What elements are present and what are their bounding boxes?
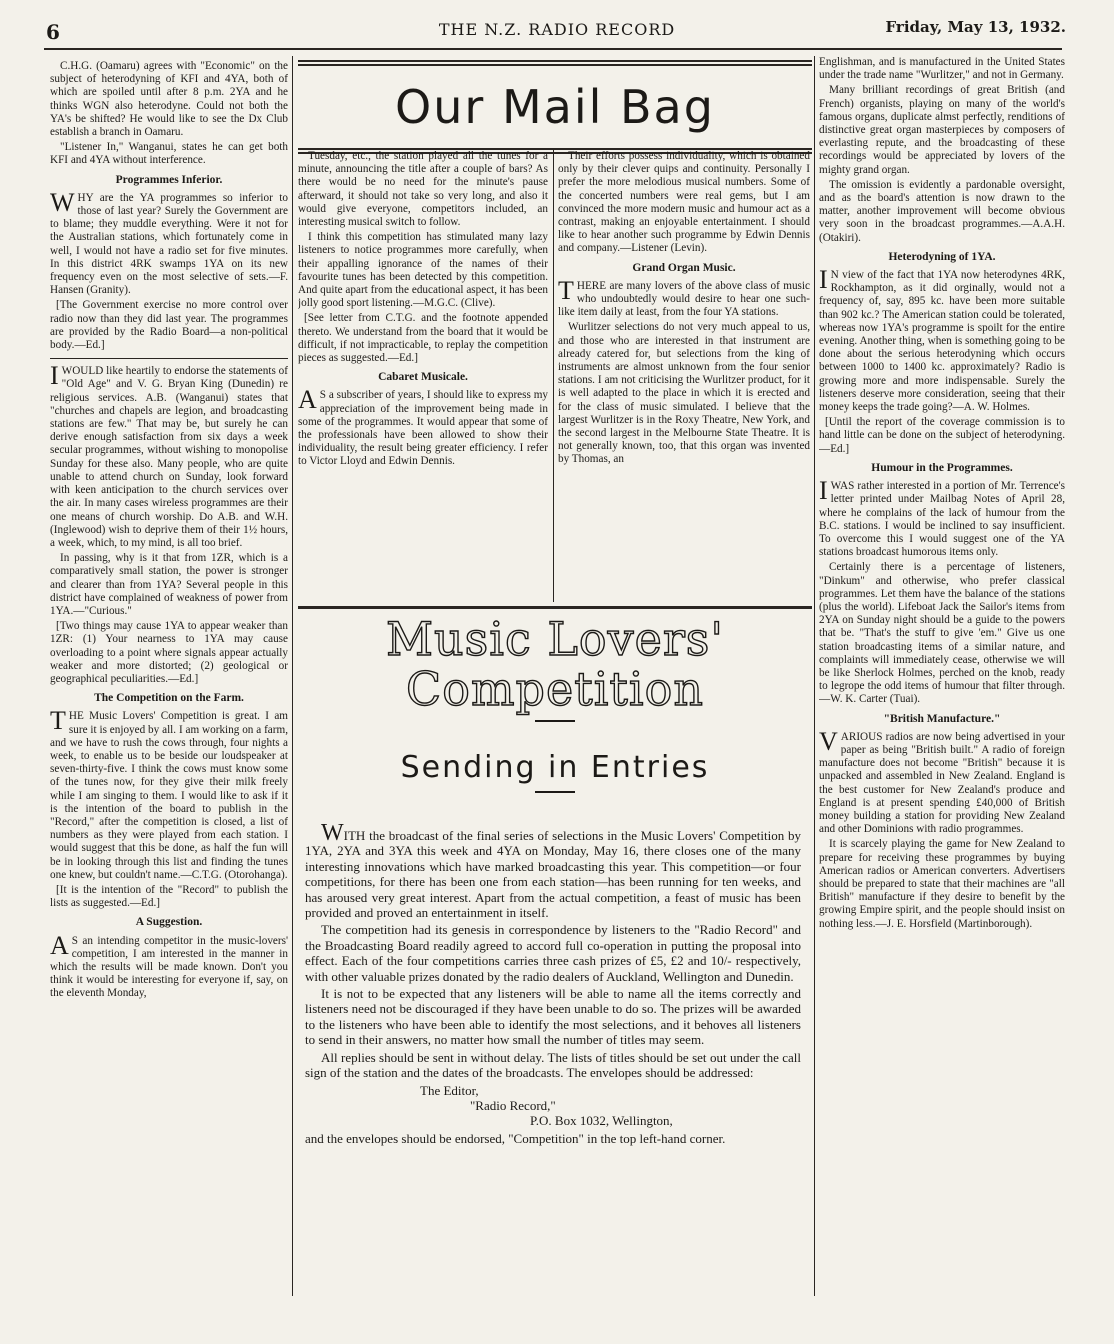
letter-paragraph: The omission is evidently a pardonable oversight, and as the board's attention is now drawn to the matter, another improvement will become obvious very soon in the broadcast programmes.—A.A.H. (Otakiri). bbox=[819, 178, 1065, 244]
letter-paragraph: IWAS rather interested in a portion of Mr. Terrence's letter printed under Mailbag Notes of April 28, where he complains of the lack of humour from the B.C. stations. I would be inclined to say insufficient. To overcome this I would suggest one of the YA stations broadcast humorous items only. bbox=[819, 476, 1065, 559]
section-heading: The Competition on the Farm. bbox=[94, 692, 244, 705]
section-heading: Heterodyning of 1YA. bbox=[888, 250, 996, 263]
article-paragraph: It is not to be expected that any listeners will be able to name all the items correctly and listeners need not be discouraged if they have been unable to do so. The prizes will be awarded to the listeners who have been able to identify the most selections, and it behoves all listeners to send in their answers, no matter how small the number of titles may seem. bbox=[305, 986, 801, 1048]
letter-paragraph: AS a subscriber of years, I should like to express my appreciation of the improvement being made in some of the programmes. It would appear that some of the professionals have been allowed to show their individuality, the result being greater efficiency. I refer to Victor Lloyd and Edwin Dennis. bbox=[298, 385, 548, 468]
letter-paragraph: IN view of the fact that 1YA now heterodynes 4RK, Rockhampton, as it did orginally, would not a frequency of, say, 895 kc. have been more suitable than 902 kc.? The American station could be tolerated, whereas now 1YA's programme is spoilt for the entire evening. Another thing, when is something going to be done about the serious heterodyning which occurs between 1000 to 1400 kc. approximately? Radio is growing more and more indispensable. Surely the listeners deserve more consideration, seeing that their money keeps the trade going?—A. W. Holmes. bbox=[819, 265, 1065, 414]
editor-note: [Until the report of the coverage commission is to hand little can be done on the subject of heterodyning.—Ed.] bbox=[819, 416, 1065, 455]
article-paragraph: WITH the broadcast of the final series of selections in the Music Lovers' Competition by 1YA, 2YA and 3YA this week and 4YA on Monday, May 16, there closes one of the many interesting innovations which have marked broadcasting this year. This competition—or four competitions, for there has been one from each station—has been running for ten weeks, and has aroused very great interest. Apart from the actual competition, a feast of music has been provided and proved an entertainment in itself. bbox=[305, 820, 801, 921]
competition-article bbox=[305, 820, 801, 1148]
mailbag-title: Our Mail Bag bbox=[298, 60, 812, 154]
section-heading: Cabaret Musicale. bbox=[378, 371, 468, 384]
masthead-title: THE N.Z. RADIO RECORD bbox=[438, 20, 676, 39]
editor-note: [The Government exercise no more control over radio now than they did last year. The programmes are provided by the Radio Board—a non-political body.—Ed.] bbox=[50, 299, 288, 352]
column-3 bbox=[558, 150, 810, 602]
letter-paragraph: C.H.G. (Oamaru) agrees with "Economic" on the subject of heterodyning of KFI and 4YA, both of which are spoiled until after 8 p.m. 2YA and he thinks WGN also heterodyne. Could not both the YA's be shifted? He would like to see the Dx Club establish a branch in Oamaru. bbox=[50, 60, 288, 139]
column-1 bbox=[50, 60, 288, 1296]
section-divider bbox=[298, 606, 812, 609]
section-heading: Programmes Inferior. bbox=[115, 173, 223, 186]
letter-paragraph: Tuesday, etc., the station played all the tunes for a minute, announcing the title after a couple of bars? As there would be no need for the minute's pause afterward, it should not take so very long, and also it would give everyone, competitors included, an interesting musical switch to follow. bbox=[298, 150, 548, 229]
letter-paragraph: IWOULD like heartily to endorse the statements of "Old Age" and V. G. Bryan King (Dunedin) re religious services. A.B. (Wanganui) states that "churches and chapels are legion, and broadcasting stations are few." That may be, but surely he can derive enough satisfaction from six days a week secular programmes, without wishing to monopolise Sunday for these also. Many people, who are quite unable to attend church on Sunday, look forward with keen anticipation to the church services over the air. In many cases wireless programmes are their one means of church worship. Do A.B. and W.H. (Inglewood) wish to deprive them of their 1½ hours, a week, which, to my mind, is all too brief. bbox=[50, 361, 288, 549]
page-number: 6 bbox=[46, 20, 60, 44]
column-2 bbox=[298, 150, 548, 602]
letter-paragraph: Their efforts possess individuality, which is obtained only by their clever quips and continuity. Personally I prefer the more melodious musical numbers. Some of the concerted numbers were real gems, but I am convinced the more modern music and humour act as a contrast, making an enjoyable entertainment. I should like to hear another such programme by Edwin Dennis and company.—Listener (Levin). bbox=[558, 150, 810, 255]
address-line: The Editor, bbox=[420, 1082, 479, 1098]
section-heading: Grand Organ Music. bbox=[632, 261, 736, 274]
article-paragraph: All replies should be sent in without delay. The lists of titles should be set out under the call sign of the station and the dates of the broadcasts. The envelopes should be addressed: bbox=[305, 1049, 801, 1081]
letter-paragraph: "Listener In," Wanganui, states he can get both KFI and 4YA without interference. bbox=[50, 141, 288, 167]
title-underline bbox=[535, 720, 575, 722]
letter-paragraph: Many brilliant recordings of great British (and French) organists, playing on many of the world's famous organs, duplicate almst perfectly, renditions of distinctive great organ masterpieces by composers of everlasting repute, and the broadcasting of these recordings would be appreciated by lovers of the mighty grand organ. bbox=[819, 84, 1065, 176]
editor-note: [Two things may cause 1YA to appear weaker than 1ZR: (1) Your nearness to 1YA may cause overloading to a point where signals appear actually weaker and more distorted; (2) geological or geographical peculiarities.—Ed.] bbox=[50, 620, 288, 685]
competition-title: Competition bbox=[406, 662, 704, 716]
competition-banner bbox=[298, 614, 812, 814]
column-4 bbox=[819, 56, 1065, 1296]
address-line: "Radio Record," bbox=[470, 1097, 556, 1113]
article-paragraph: and the envelopes should be endorsed, "Competition" in the top left-hand corner. bbox=[305, 1130, 726, 1146]
letter-paragraph: WHY are the YA programmes so inferior to those of last year? Surely the Government are to blame; they muddle everything. Were it not for the Australian stations, which fortunately come in well, I would not have a radio set for five minutes. In this district 4RK swamps 1YA on its new frequency even on the most selective of sets.—F. Hansen (Granity). bbox=[50, 187, 288, 297]
competition-title: Music Lovers' bbox=[385, 612, 725, 666]
letter-paragraph: AS an intending competitor in the music-lovers' competition, I am interested in the manner in which the results will be made known. Don't you think it would be interesting for everyone if, say, on the eleventh Monday, bbox=[50, 930, 288, 1000]
subtitle-underline bbox=[535, 791, 575, 793]
letter-paragraph: It is scarcely playing the game for New Zealand to prepare for receiving these programmes by buying American radios or American converters. Advertisers should be prepared to state that their machines are "all British" manufacture if they desire to benefit by the growing Empire spirit, and the people should insist on nothing less.—J. E. Horsfield (Martinborough). bbox=[819, 838, 1065, 930]
letter-paragraph: VARIOUS radios are now being advertised in your paper as being "British built." A radio of foreign manufacture does not become "British" because it is unpacked and assembled in New Zealand. England is the best customer for New Zealand's produce and England is at present spending £40,000 of British money building a station for providing New Zealand and other Dominions with radio programmes. bbox=[819, 726, 1065, 836]
letter-paragraph: I think this competition has stimulated many lazy listeners to notice programmes more carefully, when their appalling ignorance of the names of their favourite tunes has been detected by this competition. And quite apart from the educational aspect, it has been jolly good sport listening.—M.G.C. (Clive). bbox=[298, 231, 548, 310]
column-divider bbox=[292, 56, 293, 1296]
editor-note: [See letter from C.T.G. and the footnote appended thereto. We understand from the board that it would be difficult, if not impracticable, to replay the competition pieces as suggested.—Ed.] bbox=[298, 312, 548, 365]
letter-paragraph: Englishman, and is manufactured in the United States under the trade name "Wurlitzer," and not in Germany. bbox=[819, 56, 1065, 82]
issue-date: Friday, May 13, 1932. bbox=[885, 18, 1066, 36]
section-heading: A Suggestion. bbox=[135, 916, 203, 929]
letter-paragraph: THERE are many lovers of the above class of music who undoubtedly would desire to hear one such-like item daily at least, from the four YA stations. bbox=[558, 275, 810, 319]
header-rule bbox=[44, 48, 1062, 50]
letter-paragraph: Wurlitzer selections do not very much appeal to us, and those who are interested in that instrument are already catered for, but selections from the king of instruments are almost unknown from the four senior stations. I am not criticising the Wurlitzer product, for it is well adapted to the place in which it is erected and for the class of music simulated. I believe that the largest Wurlitzer is in the Roxy Theatre, New York, and the second largest in the Melbourne State Theatre. It is not generally known, too, that this organ was invented by Thomas, an bbox=[558, 321, 810, 466]
column-divider bbox=[553, 150, 554, 602]
letter-paragraph: Certainly there is a percentage of listeners, "Dinkum" and otherwise, who prefer classical programmes. Let them have the balance of the stations (plus the world). Lifeboat Jack the Sailor's items from 2YA on Sunday night should be a guide to the powers that be. "That's the stuff to give 'em." Give us one station broadcasting items of a similar nature, and complaints will immediately cease, otherwise we will be like Sherlock Holmes, perched on the knob, ready to legrope the odd items of humour that filter through.—W. K. Carter (Tuai). bbox=[819, 561, 1065, 706]
column-divider bbox=[814, 56, 815, 1296]
section-heading: Humour in the Programmes. bbox=[871, 461, 1013, 474]
article-paragraph: The competition had its genesis in correspondence by listeners to the "Radio Record" and the Broadcasting Board readily agreed to accord full co-operation in putting the proposal into effect. Each of the four competitions carries three cash prizes of £5, £2 and 10/- respectively, with other valuable prizes donated by the radio dealers of Auckland, Wellington and Dunedin. bbox=[305, 922, 801, 984]
postal-address bbox=[305, 1083, 801, 1129]
address-line: P.O. Box 1032, Wellington, bbox=[530, 1113, 673, 1129]
section-divider bbox=[50, 358, 288, 359]
editor-note: [It is the intention of the "Record" to publish the lists as suggested.—Ed.] bbox=[50, 883, 288, 910]
letter-paragraph: In passing, why is it that from 1ZR, which is a comparatively small station, the power is stronger and clearer than from 1YA? Several people in this district have complained of weakness of power from 1YA.—"Curious." bbox=[50, 552, 288, 617]
competition-subtitle: Sending in Entries bbox=[400, 750, 710, 785]
letter-paragraph: THE Music Lovers' Competition is great. I am sure it is enjoyed by all. I am working on a farm, and we have to rush the cows through, four nights a week, to enable us to be beside our loudspeaker at seven-thirty-five. I think the cows must know some of the tunes now, for they give their milk freely while I am singing to them. I would like to ask if it is the intention of the board to publish in the "Record," after the competition is closed, a list of numbers as they were played from each station. I would suggest that this be done, as half the fun will be in looking through this list and finding the tunes one knew, but couldn't name.—C.T.G. (Otorohanga). bbox=[50, 706, 288, 881]
section-heading: "British Manufacture." bbox=[883, 712, 1001, 725]
